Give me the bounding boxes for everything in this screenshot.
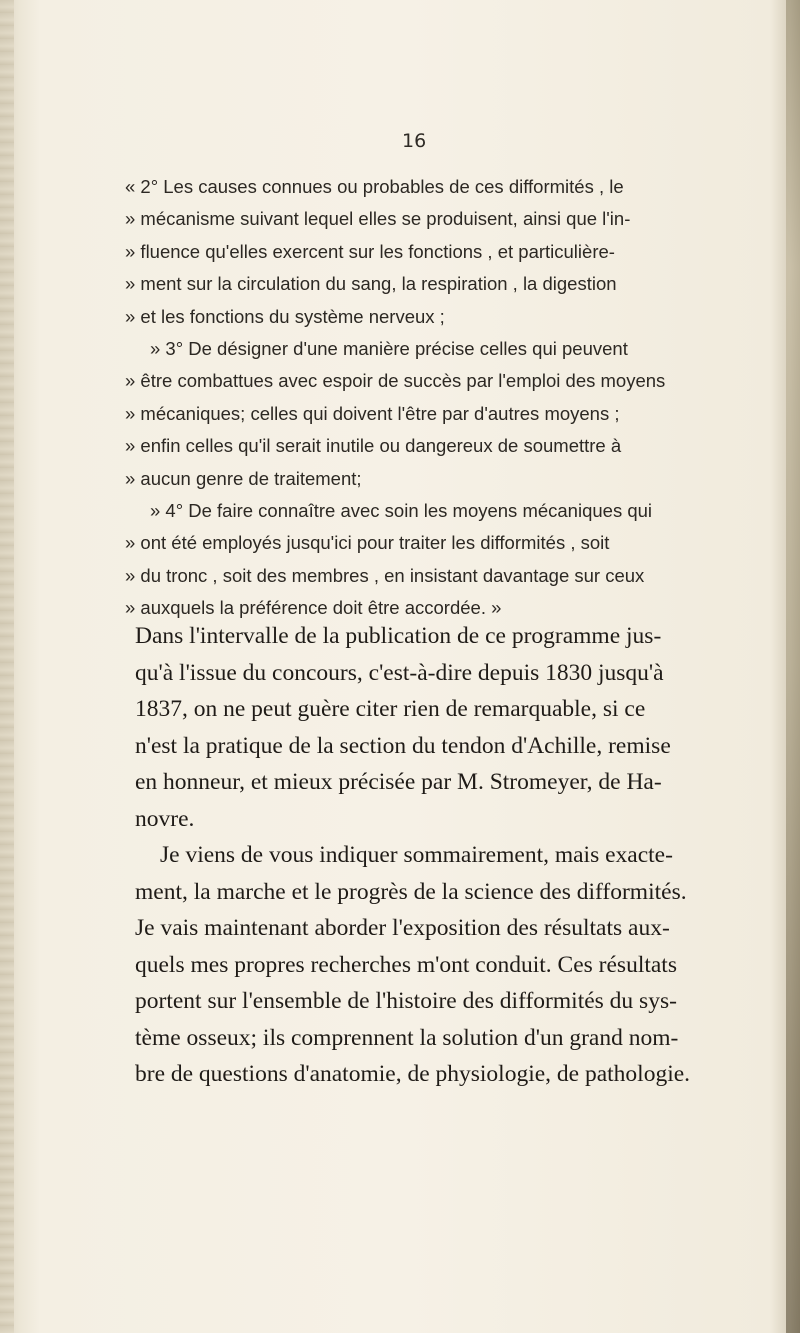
quote-line: » mécanisme suivant lequel elles se produisent, ainsi que l'in- [125,208,631,230]
quote-line: » ont été employés jusqu'ici pour traiter les difformités , soit [125,532,610,554]
page-left-edge [0,0,14,1333]
quote-line: » auxquels la préférence doit être accordée. » [125,597,502,619]
body-line: ment, la marche et le progrès de la science des difformités. [135,878,687,905]
body-line: novre. [135,805,195,832]
body-text [135,618,775,1093]
body-line: qu'à l'issue du concours, c'est-à-dire depuis 1830 jusqu'à [135,659,664,686]
quote-line: » et les fonctions du système nerveux ; [125,305,445,327]
body-line: Je vais maintenant aborder l'exposition des résultats aux- [135,915,670,941]
quote-line: » enfin celles qu'il serait inutile ou dangereux de soumettre à [125,435,622,457]
quote-line: » fluence qu'elles exercent sur les fonctions , et particulière- [125,240,615,262]
body-line: 1837, on ne peut guère citer rien de remarquable, si ce [135,696,646,722]
body-line: portent sur l'ensemble de l'histoire des difformités du sys- [135,988,677,1014]
body-line: n'est la pratique de la section du tendon d'Achille, remise [135,732,671,759]
quote-line: « 2° Les causes connues ou probables de ces difformités , le [125,176,624,197]
quote-line: » aucun genre de traitement; [125,467,362,489]
quote-line: » ment sur la circulation du sang, la respiration , la digestion [125,273,617,295]
quote-line: » 4° De faire connaître avec soin les moyens mécaniques qui [150,500,653,522]
body-line: bre de questions d'anatomie, de physiologie, de pathologie. [135,1061,691,1087]
quote-line: » mécaniques; celles qui doivent l'être par d'autres moyens ; [125,402,620,424]
page-right-edge [786,0,800,1333]
page-number: 16 [402,130,427,152]
body-line: Je viens de vous indiquer sommairement, mais exacte- [160,842,673,868]
quote-line: » 3° De désigner d'une manière précise celles qui peuvent [150,338,628,360]
quote-line: » être combattues avec espoir de succès par l'emploi des moyens [125,370,666,392]
body-line: en honneur, et mieux précisée par M. Stromeyer, de Ha- [135,769,662,795]
body-line: Dans l'intervalle de la publication de ce programme jus- [135,623,662,649]
body-line: tème osseux; ils comprennent la solution d'un grand nom- [135,1024,679,1051]
quote-line: » du tronc , soit des membres , en insistant davantage sur ceux [125,564,645,586]
body-line: quels mes propres recherches m'ont conduit. Ces résultats [135,951,677,978]
quoted-program [125,171,775,625]
